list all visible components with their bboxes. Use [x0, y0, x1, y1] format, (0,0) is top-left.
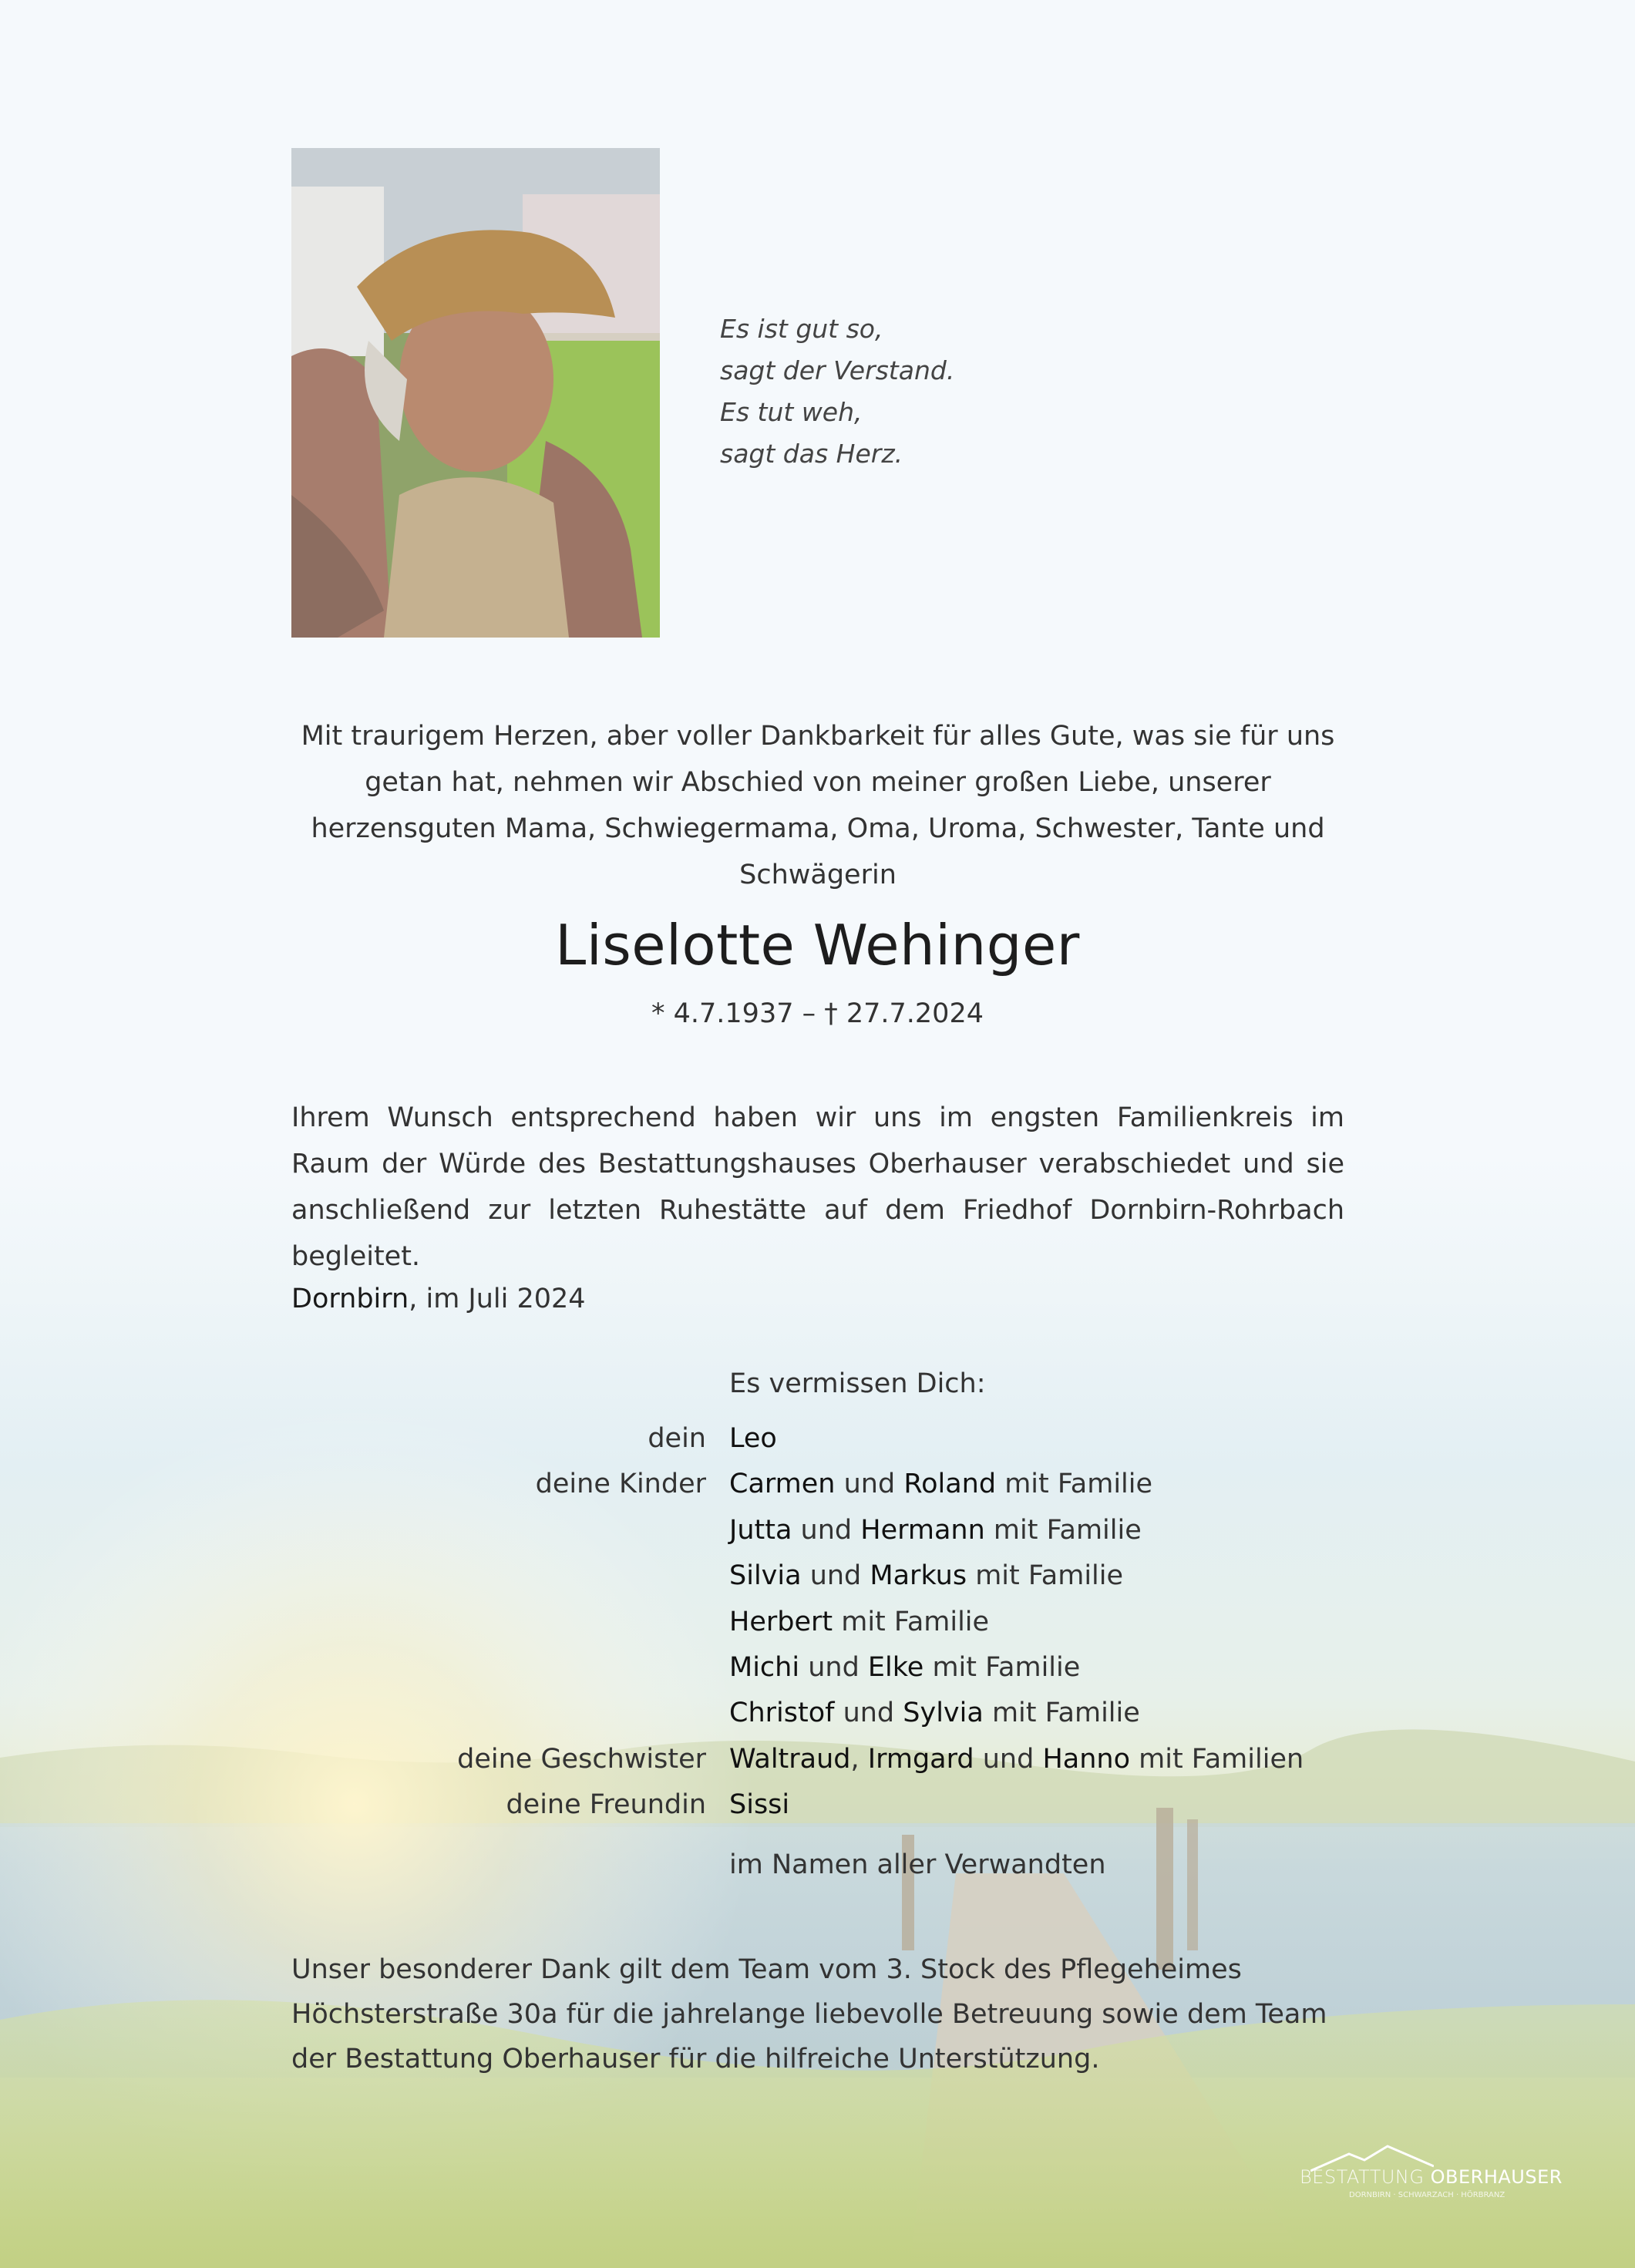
mourner-row [291, 1603, 1371, 1648]
portrait-photo [291, 148, 660, 638]
mourner-row [291, 1419, 1371, 1465]
mourner-connector: und [974, 1743, 1043, 1775]
mourner-row [291, 1465, 1371, 1510]
mourner-name: Sylvia [903, 1698, 984, 1729]
mourner-name: Leo [729, 1423, 777, 1454]
mourner-name: Carmen [729, 1469, 836, 1500]
mourner-connector: , [850, 1743, 868, 1775]
mourner-connector: mit Familie [923, 1651, 1081, 1683]
thanks-paragraph: Unser besonderer Dank gilt dem Team vom 3. Stock des Pflegeheimes Höchsterstraße 30a für die jahrelange liebevolle Betreuung sowie dem Team der Bestattung Oberhauser für die hilfreiche Unterstützung. [291, 1954, 1327, 2075]
mourner-connector: mit Familie [984, 1514, 1142, 1546]
life-dates: * 4.7.1937 – † 27.7.2024 [651, 998, 984, 1029]
mourner-name: Hanno [1042, 1743, 1131, 1775]
funeral-home-logo [1295, 2143, 1563, 2205]
on-behalf-line: im Namen aller Verwandten [729, 1849, 1106, 1880]
mourner-names [729, 1556, 1123, 1595]
intro-text: Mit traurigem Herzen, aber voller Dankbarkeit für alles Gute, was sie für uns getan hat, nehmen wir Abschied von meiner großen Liebe, unserer herzensguten Mama, Schwiegermama, Oma, Uroma, Schwester, Tante und Schwägerin [301, 721, 1335, 890]
mourner-names [729, 1603, 989, 1641]
mourner-connector: und [834, 1698, 903, 1729]
quote [720, 308, 1183, 475]
mourner-name: Jutta [729, 1514, 792, 1546]
date-text: , im Juli 2024 [409, 1284, 586, 1314]
mourner-connector: mit Familie [833, 1606, 990, 1637]
mourner-row [291, 1556, 1371, 1602]
mourners-heading: Es vermissen Dich: [729, 1368, 986, 1399]
mourner-name: Silvia [729, 1560, 802, 1592]
mourner-name: Elke [867, 1651, 924, 1683]
mourner-row [291, 1648, 1371, 1694]
mourner-names [729, 1740, 1304, 1778]
mourner-names [729, 1648, 1080, 1687]
mourner-row [291, 1785, 1371, 1831]
mourner-name: Herbert [729, 1606, 833, 1637]
mourner-relation: deine Freundin [506, 1789, 706, 1821]
logo-word-2: OBERHAUSER [1430, 2166, 1563, 2188]
logo-subline: DORNBIRN · SCHWARZACH · HÖRBRANZ [1349, 2191, 1505, 2199]
mourner-relation: deine Kinder [535, 1469, 706, 1500]
mourner-connector: und [801, 1560, 870, 1592]
mourner-names [729, 1465, 1152, 1503]
logo-word-1: BESTATTUNG [1300, 2166, 1425, 2188]
place: Dornbirn [291, 1284, 409, 1314]
mourner-name: Sissi [729, 1789, 790, 1821]
mourner-relation: deine Geschwister [457, 1743, 706, 1775]
mourner-name: Christof [729, 1698, 835, 1729]
mourner-names [729, 1785, 789, 1824]
mourner-connector: und [835, 1469, 904, 1500]
mourner-connector: und [799, 1651, 868, 1683]
mourner-row [291, 1511, 1371, 1556]
mourner-name: Irmgard [867, 1743, 974, 1775]
mourner-names [729, 1694, 1140, 1732]
mourner-row [291, 1694, 1371, 1739]
mourner-connector: mit Familie [967, 1560, 1124, 1592]
quote-line: Es ist gut so, [720, 314, 883, 344]
quote-line: sagt der Verstand. [720, 355, 955, 385]
mourner-connector: mit Familien [1130, 1743, 1304, 1775]
mourner-names [729, 1511, 1142, 1550]
quote-line: sagt das Herz. [720, 439, 903, 469]
mourners-list [291, 1419, 1371, 1832]
mourner-connector: und [792, 1514, 861, 1546]
mourner-relation: dein [648, 1423, 706, 1454]
place-date [291, 1280, 586, 1318]
mourner-names [729, 1419, 777, 1458]
mourner-name: Hermann [860, 1514, 985, 1546]
mourner-row [291, 1740, 1371, 1785]
farewell-paragraph: Ihrem Wunsch entsprechend haben wir uns im engsten Familienkreis im Raum der Würde des Bestattungshauses Oberhauser verabschiedet und sie anschließend zur letzten Ruhestätte auf dem Friedhof Dornbirn-Rohrbach begleitet. [291, 1102, 1344, 1272]
mourner-name: Michi [729, 1651, 800, 1683]
mourner-connector: mit Familie [996, 1469, 1153, 1500]
quote-line: Es tut weh, [720, 397, 863, 427]
mourner-name: Waltraud [729, 1743, 851, 1775]
mourner-connector: mit Familie [983, 1698, 1140, 1729]
mourner-name: Markus [870, 1560, 967, 1592]
mourner-name: Roland [903, 1469, 997, 1500]
deceased-name: Liselotte Wehinger [555, 913, 1080, 978]
